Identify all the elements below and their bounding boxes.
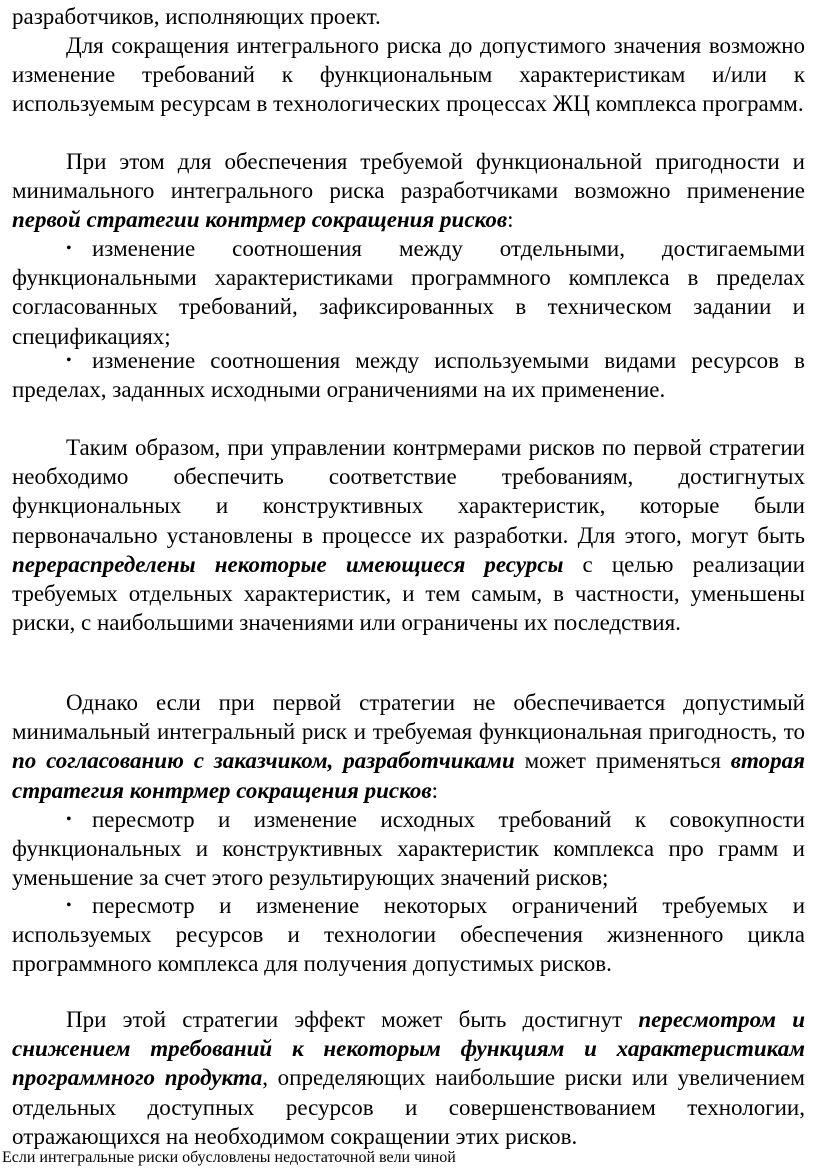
bullet-text: пересмотр и изменение некоторых ограничений требуемых и используемых ресурсов и технологии обеспечения жизненного цикла программного комплекса для получения допустимых рисков.: [12, 893, 805, 977]
bullet-dot-icon: •: [66, 897, 72, 914]
paragraph-4: [12, 688, 805, 805]
paragraph-text: может применяться: [514, 748, 731, 774]
paragraph-text: При этой стратегии эффект может быть достигнут: [66, 1007, 639, 1032]
bullet-text: пересмотр и изменение исходных требований к совокупности функциональных и конструктивных характеристик комплекса про грамм и уменьшение за счет этого результирующих значений рисков;: [12, 807, 805, 891]
emphasis-text: вторая стратегия контрмер сокращения рисков: [12, 748, 805, 803]
paragraph-text: Однако если при первой стратегии не обеспечивается допустимый минимальный интегральный риск и требуемая функциональная пригодность, то: [12, 690, 805, 745]
paragraph-continued: [12, 2, 805, 31]
paragraph-text: При этом для обеспечения требуемой функциональной пригодности и минимального интегрального риска разработчиками возможно применение: [12, 149, 805, 204]
bullet-text: изменение соотношения между отдельными, достигаемыми функциональными характеристиками программного комплекса в пределах согласованных требований, зафиксированных в техническом задании и спецификациях;: [12, 236, 805, 349]
bullet-item-1: [12, 234, 805, 351]
emphasis-text: по согласованию с заказчиком, разработчиками: [12, 748, 515, 774]
bullet-item-4: [12, 891, 805, 979]
bullet-item-3: [12, 805, 805, 893]
paragraph-text: разработчиков, исполняющих проект.: [12, 4, 381, 29]
paragraph-3: [12, 433, 805, 637]
footer-line: [2, 1148, 456, 1168]
emphasis-text: пересмотром и снижением требований к некоторым функциям и характеристикам программного продукта: [12, 1007, 806, 1091]
bullet-dot-icon: •: [66, 811, 72, 828]
emphasis-text: перераспределены некоторые имеющиеся ресурсы: [12, 551, 564, 577]
paragraph-5: [12, 1005, 805, 1151]
paragraph-text: с целью реализации требуемых отдельных характеристик, и тем самым, в частности, уменьшены риски, с наибольшими значениями или ограничены их последствия.: [12, 551, 805, 636]
bullet-dot-icon: •: [66, 352, 72, 369]
paragraph-2: [12, 147, 805, 235]
paragraph-text: :: [431, 777, 439, 803]
bullet-item-2: [12, 346, 805, 404]
paragraph-text: Таким образом, при управлении контрмерами рисков по первой стратегии необходимо обеспечить соответствие требованиям, достигнутых функциональных и конструктивных характеристик, которые были первоначально установлены в процессе их разработки. Для этого, могут быть: [12, 435, 805, 548]
paragraph-text: , определяющих наибольшие риски или увеличением отдельных доступных ресурсов и совершенствованием технологии, отражающихся на необходимом сокращении этих рисков.: [12, 1065, 805, 1149]
bullet-dot-icon: •: [66, 240, 72, 257]
paragraph-1: [12, 31, 805, 119]
footer-text: Если интегральные риски обусловлены недостаточной вели чиной: [2, 1149, 456, 1166]
bullet-text: изменение соотношения между используемыми видами ресурсов в пределах, заданных исходными ограничениями на их применение.: [12, 348, 805, 403]
paragraph-text: Для сокращения интегрального риска до допустимого значения возможно изменение требований к функциональным характеристикам и/или к используемым ресурсам в технологических процессах ЖЦ комплекса программ.: [12, 33, 805, 117]
emphasis-text: первой стратегии контрмер сокращения рисков: [12, 207, 508, 233]
paragraph-text: :: [507, 207, 514, 233]
